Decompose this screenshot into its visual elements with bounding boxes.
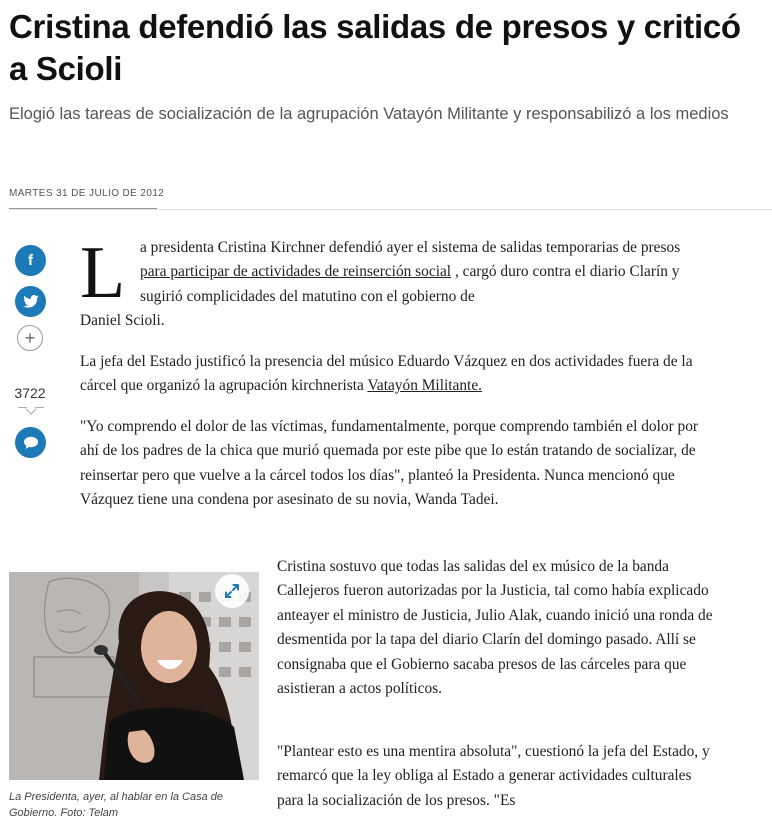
comment-count-notch — [25, 403, 36, 414]
paragraph-5: "Plantear esto es una mentira absoluta", cuestionó la jefa del Estado, y remarcó que la ley obliga al Estado a generar actividades culturales para la socialización de los presos. "Es — [277, 743, 710, 809]
paragraph-4: Cristina sostuvo que todas las salidas del ex músico de la banda Callejeros fueron autorizadas por la Justicia, tal como había explicado anteayer el ministro de Justicia, Julio Alak, cuando inició una ronda de desmentida por la tapa del diario Clarín del domingo pasado. Allí se consignaba que el Gobierno sacaba presos de las cárceles para que asistieran a actos políticos. — [277, 558, 713, 698]
drop-cap: L — [80, 232, 126, 314]
paragraph-3: "Yo comprendo el dolor de las víctimas, fundamentalmente, porque comprendo también el dolor por ahí de los padres de la chica que murió quemada por este pibe que lo están tratando de socializar, de reinsertar pero que vuelve a la cárcel todos los días", planteó la Presidenta. Nunca mencionó que Vázquez tiene una condena por asesinato de su novia, Wanda Tadei. — [80, 418, 699, 509]
twitter-icon — [23, 295, 39, 308]
subheadline: Elogió las tareas de socialización de la agrupación Vatayón Militante y responsabilizó a los medios — [9, 105, 729, 123]
paragraph-1-start: a presidenta Cristina Kirchner defendió ayer el sistema de salidas temporarias de presos — [140, 239, 681, 256]
header-divider — [9, 209, 772, 210]
expand-photo-button[interactable] — [215, 574, 249, 608]
vatayon-militante-link[interactable]: Vatayón Militante. — [367, 377, 483, 395]
twitter-share-button[interactable] — [15, 286, 46, 317]
comments-button[interactable] — [15, 427, 46, 458]
reinsertion-link[interactable]: para participar de actividades de reinserción social — [140, 263, 452, 281]
paragraph-2-text: La jefa del Estado justificó la presencia del músico Eduardo Vázquez en dos actividades fuera de la cárcel que organizó la agrupación kirchnerista — [80, 353, 693, 395]
paragraph-1 — [140, 236, 710, 309]
facebook-share-button[interactable] — [15, 245, 46, 276]
speech-bubble-icon — [23, 436, 39, 450]
plus-icon: + — [24, 327, 36, 348]
headline: Cristina defendió las salidas de presos y criticó a Scioli — [9, 8, 741, 87]
publish-date: MARTES 31 DE JULIO DE 2012 — [9, 188, 165, 199]
comment-count: 3722 — [14, 385, 46, 401]
more-share-button[interactable] — [17, 325, 43, 351]
photo-caption: La Presidenta, ayer, al hablar en la Casa de Gobierno. Foto: Telam — [9, 791, 224, 819]
paragraph-2 — [80, 350, 710, 399]
paragraph-1-end: Daniel Scioli. — [80, 312, 165, 329]
expand-icon — [224, 583, 240, 599]
facebook-icon: f — [28, 252, 33, 269]
paragraph-1-middle: , cargó duro contra el diario Clarín y sugirió complicidades del matutino con el gobierno de — [140, 263, 680, 305]
